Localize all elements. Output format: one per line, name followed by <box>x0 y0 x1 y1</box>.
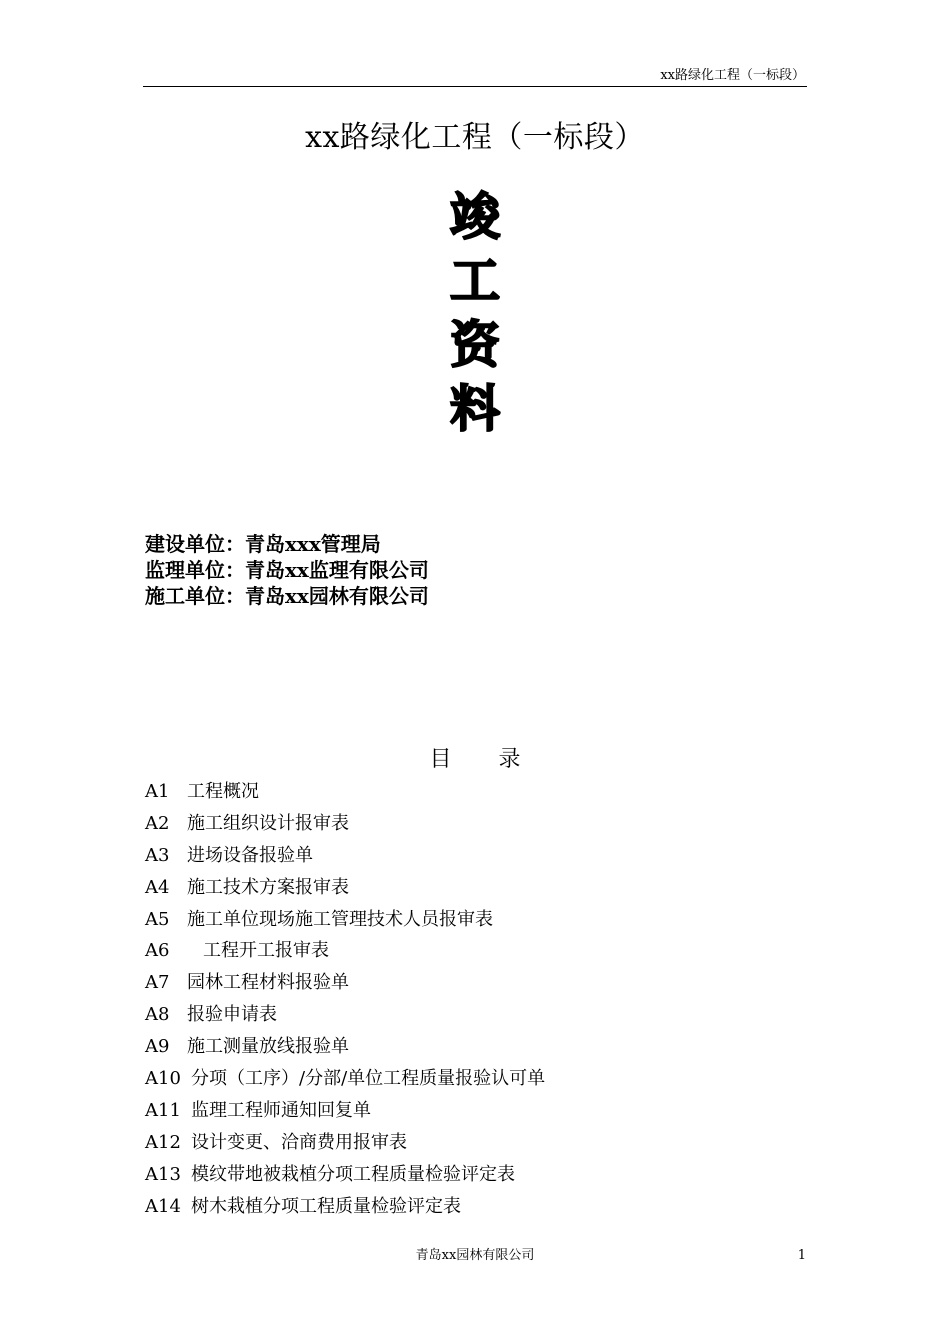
toc-item-label: 报验申请表 <box>187 1004 277 1026</box>
toc-item-code: A9 <box>145 1036 170 1058</box>
toc-item-label: 施工技术方案报审表 <box>187 876 349 898</box>
toc-item <box>145 1063 545 1095</box>
toc-item-code: A14 <box>145 1195 181 1217</box>
toc-item <box>145 967 545 999</box>
toc-item-label: 进场设备报验单 <box>187 844 313 866</box>
toc-item-label: 监理工程师通知回复单 <box>191 1099 371 1121</box>
toc-item <box>145 904 545 936</box>
toc-item <box>145 776 545 808</box>
cover-char-3: 资 <box>450 315 500 374</box>
toc-item-label: 设计变更、洽商费用报审表 <box>191 1131 407 1153</box>
toc-item-code: A10 <box>145 1068 181 1090</box>
toc-item <box>145 872 545 904</box>
toc-item-code: A1 <box>145 781 170 802</box>
document-title: xx路绿化工程（一标段） <box>305 120 645 155</box>
toc-item-label: 分项（工序）/分部/单位工程质量报验认可单 <box>191 1068 546 1090</box>
cover-char-2: 工 <box>450 251 500 310</box>
toc-item-label: 施工组织设计报审表 <box>187 812 349 834</box>
toc-item <box>145 840 545 872</box>
toc-item <box>145 1159 545 1191</box>
supervision-unit: 监理单位：青岛xx监理有限公司 <box>145 558 429 582</box>
cover-char-1: 竣 <box>450 187 500 246</box>
toc-item-code: A8 <box>145 1004 170 1026</box>
toc-item-code: A2 <box>145 812 170 834</box>
construction-unit: 建设单位：青岛xxx管理局 <box>145 532 381 556</box>
toc-item-label: 施工单位现场施工管理技术人员报审表 <box>187 908 493 930</box>
header-divider <box>143 86 807 87</box>
toc-item-label: 模纹带地被栽植分项工程质量检验评定表 <box>191 1163 515 1185</box>
toc-item <box>145 808 545 840</box>
toc-item <box>145 1031 545 1063</box>
toc-item <box>145 999 545 1031</box>
page-number: 1 <box>797 1248 806 1263</box>
toc-item <box>145 935 545 967</box>
toc-item-label: 工程开工报审表 <box>203 940 329 962</box>
toc-item-label: 园林工程材料报验单 <box>187 972 349 994</box>
toc-item-code: A4 <box>145 876 170 898</box>
contractor-unit: 施工单位：青岛xx园林有限公司 <box>145 584 429 608</box>
toc-item <box>145 1127 545 1159</box>
footer-company: 青岛xx园林有限公司 <box>415 1248 535 1263</box>
toc-item-code: A3 <box>145 844 170 866</box>
toc-item <box>145 1095 545 1127</box>
cover-char-4: 料 <box>450 379 500 438</box>
cover-vertical-title <box>425 185 525 441</box>
project-units <box>145 531 429 609</box>
toc-item-code: A12 <box>145 1131 181 1153</box>
toc-item-code: A11 <box>145 1099 181 1121</box>
toc-item-label: 树木栽植分项工程质量检验评定表 <box>191 1195 461 1217</box>
toc-item <box>145 1191 545 1223</box>
toc-item-code: A5 <box>145 908 170 930</box>
toc-item-label: 工程概况 <box>187 781 259 802</box>
toc-item-code: A7 <box>145 972 170 994</box>
toc-item-code: A13 <box>145 1163 181 1185</box>
running-header: xx路绿化工程（一标段） <box>660 68 805 83</box>
toc-title: 目 录 <box>429 747 521 772</box>
toc-item-label: 施工测量放线报验单 <box>187 1036 349 1058</box>
toc-item-code: A6 <box>145 940 170 962</box>
table-of-contents <box>145 776 545 1222</box>
